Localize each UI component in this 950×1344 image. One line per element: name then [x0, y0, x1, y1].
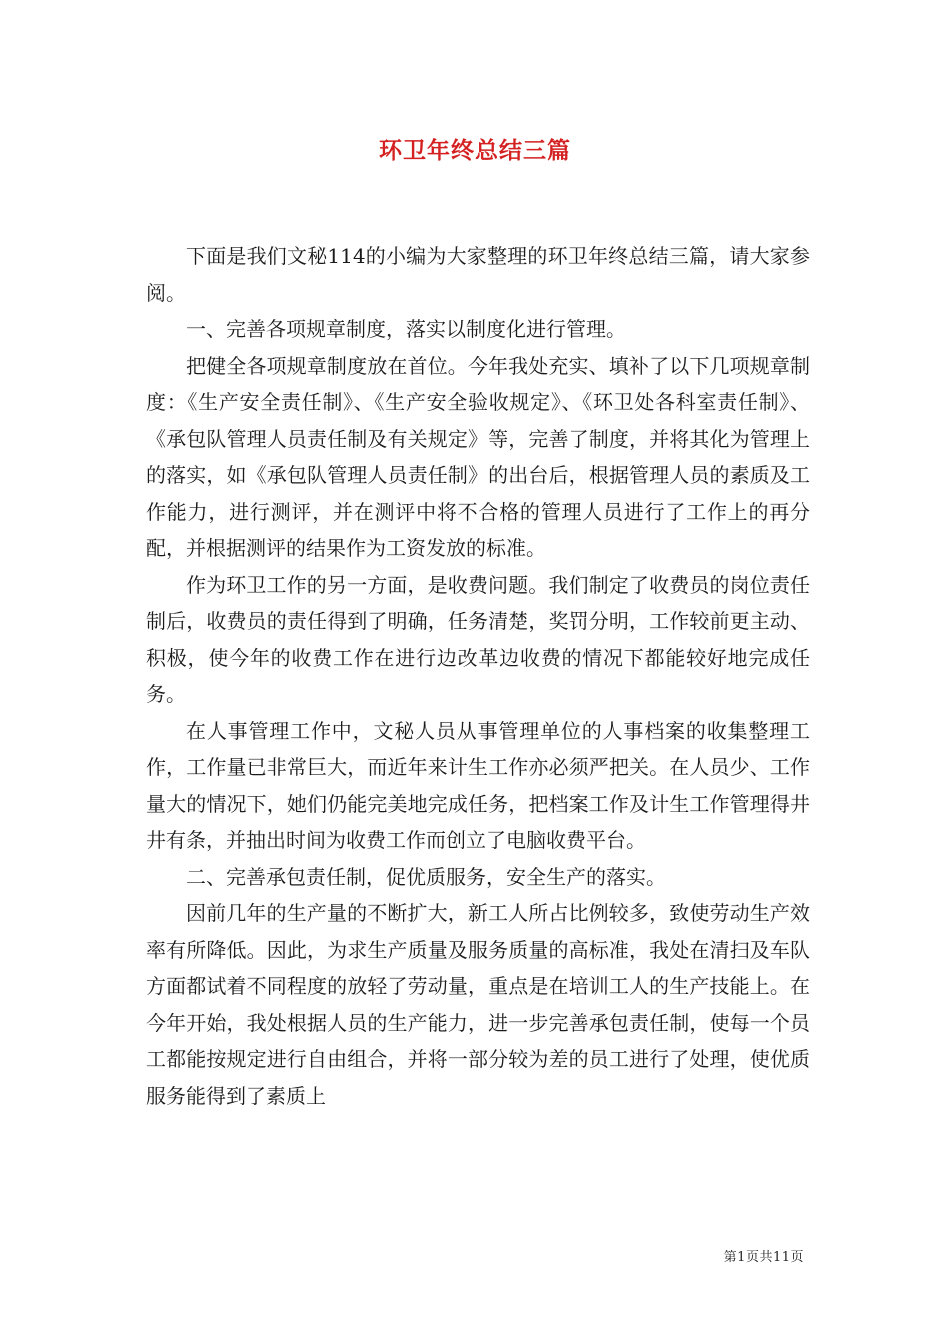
- paragraph: 在人事管理工作中，文秘人员从事管理单位的人事档案的收集整理工作，工作量已非常巨大，而近年来计生工作亦必须严把关。在人员少、工作量大的情况下，她们仍能完美地完成任务，把档案工作及计生工作管理得井井有条，并抽出时间为收费工作而创立了电脑收费平台。: [146, 718, 810, 852]
- document-body: [146, 238, 810, 1114]
- section-heading: 二、完善承包责任制，促优质服务，安全生产的落实。: [186, 864, 666, 889]
- paragraph: 因前几年的生产量的不断扩大，新工人所占比例较多，致使劳动生产效率有所降低。因此，为求生产质量及服务质量的高标准，我处在清扫及车队方面都试着不同程度的放轻了劳动量，重点是在培训工人的生产技能上。在今年开始，我处根据人员的生产能力，进一步完善承包责任制，使每一个员工都能按规定进行自由组合，并将一部分较为差的员工进行了处理，使优质服务能得到了素质上: [146, 901, 810, 1108]
- paragraph: 把健全各项规章制度放在首位。今年我处充实、填补了以下几项规章制度：《生产安全责任制》、《生产安全验收规定》、《环卫处各科室责任制》、《承包队管理人员责任制及有关规定》等，完善了制度，并将其化为管理上的落实，如《承包队管理人员责任制》的出台后，根据管理人员的素质及工作能力，进行测评，并在测评中将不合格的管理人员进行了工作上的再分配，并根据测评的结果作为工资发放的标准。: [146, 353, 810, 560]
- document-title: 环卫年终总结三篇: [379, 137, 571, 164]
- section-heading: 一、完善各项规章制度，落实以制度化进行管理。: [186, 317, 626, 341]
- paragraph: 下面是我们文秘114的小编为大家整理的环卫年终总结三篇，请大家参阅。: [146, 244, 810, 305]
- paragraph: 作为环卫工作的另一方面，是收费问题。我们制定了收费员的岗位责任制后，收费员的责任得到了明确，任务清楚，奖罚分明，工作较前更主动、积极，使今年的收费工作在进行边改革边收费的情况下都能较好地完成任务。: [146, 572, 810, 706]
- page-number: 第1页共11页: [723, 1250, 804, 1265]
